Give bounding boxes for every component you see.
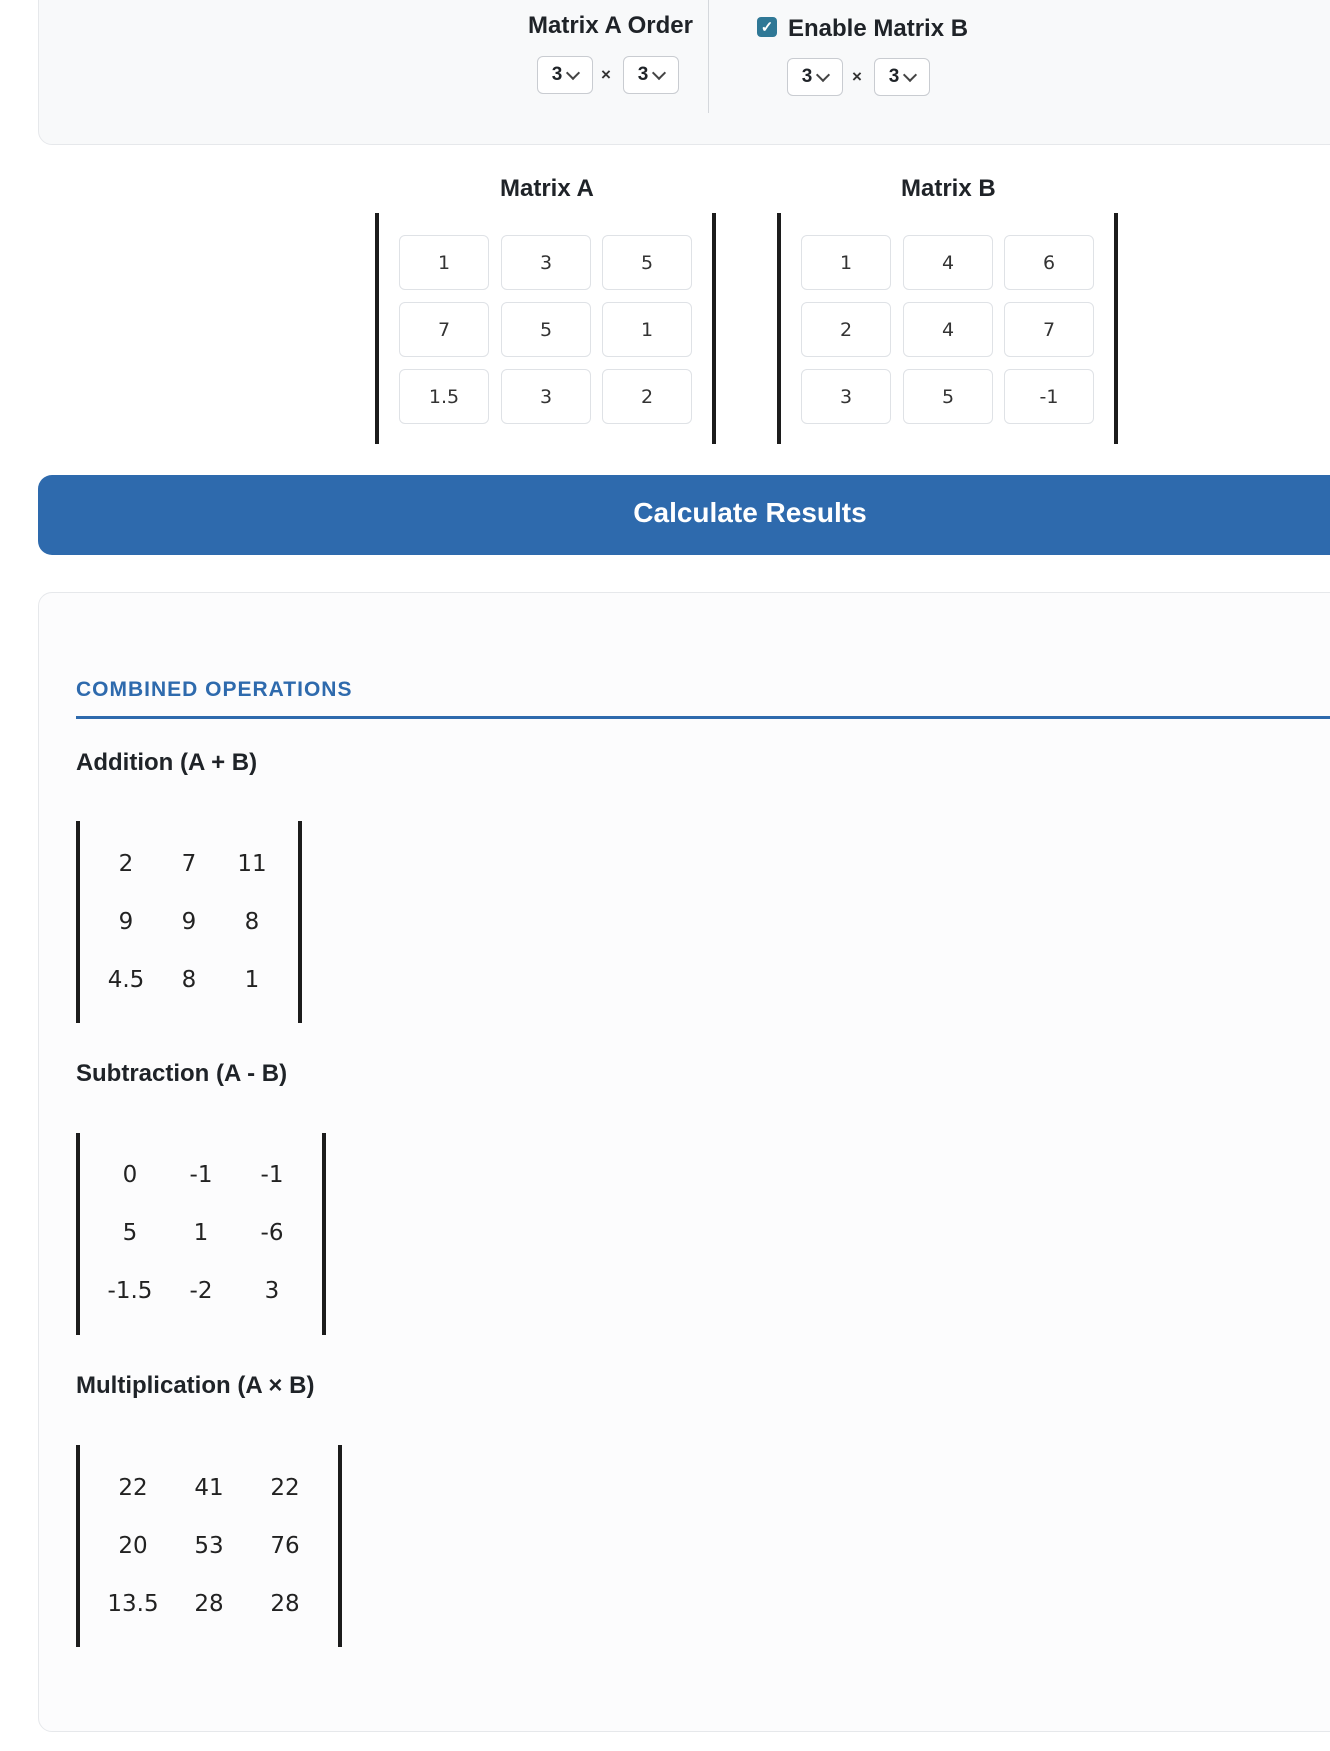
matrix-a-rows-value: 3	[551, 64, 563, 85]
matrix-a-cell[interactable]: 3	[501, 369, 591, 424]
result-cell: 11	[237, 851, 267, 877]
matrix-b-cols-value: 3	[888, 66, 900, 87]
multiplication-title: Multiplication (A × B)	[76, 1372, 315, 1399]
result-cell: 8	[181, 967, 197, 993]
calculate-results-button[interactable]	[38, 475, 1330, 555]
matrix-b-cell[interactable]: 5	[903, 369, 993, 424]
section-divider	[76, 716, 1330, 719]
subtraction-left-bracket	[76, 1133, 80, 1335]
result-cell: 76	[270, 1533, 300, 1559]
matrix-b-cell[interactable]: 7	[1004, 302, 1094, 357]
matrix-a-cell[interactable]: 1	[602, 302, 692, 357]
matrix-a-cell[interactable]: 1	[399, 235, 489, 290]
matrix-b-cell[interactable]: 6	[1004, 235, 1094, 290]
matrix-b-left-bracket	[777, 213, 781, 444]
chevron-down-icon	[566, 65, 580, 79]
calculate-results-label: Calculate Results	[633, 497, 867, 528]
check-icon: ✓	[760, 19, 774, 36]
matrix-b-cols-select[interactable]	[874, 58, 930, 96]
subtraction-right-bracket	[322, 1133, 326, 1335]
matrix-a-cell[interactable]: 2	[602, 369, 692, 424]
result-cell: -1	[189, 1162, 213, 1188]
result-cell: 22	[118, 1475, 148, 1501]
result-cell: 5	[122, 1220, 138, 1246]
addition-right-bracket	[298, 821, 302, 1023]
matrix-a-cols-select[interactable]	[623, 56, 679, 94]
section-heading: COMBINED OPERATIONS	[76, 678, 353, 701]
enable-matrix-b-checkbox[interactable]	[757, 17, 777, 37]
result-cell: 1	[244, 967, 260, 993]
matrix-b-cell[interactable]: 1	[801, 235, 891, 290]
matrix-a-cell[interactable]: 5	[602, 235, 692, 290]
result-cell: -6	[260, 1220, 284, 1246]
result-cell: -1	[260, 1162, 284, 1188]
matrix-a-cell[interactable]: 7	[399, 302, 489, 357]
result-cell: 9	[118, 909, 134, 935]
result-cell: 22	[270, 1475, 300, 1501]
result-cell: 8	[244, 909, 260, 935]
matrix-b-cell[interactable]: -1	[1004, 369, 1094, 424]
matrix-b-rows-select[interactable]	[787, 58, 843, 96]
addition-title: Addition (A + B)	[76, 749, 258, 776]
result-cell: 41	[194, 1475, 224, 1501]
result-cell: 1	[193, 1220, 209, 1246]
matrix-b-right-bracket	[1114, 213, 1118, 444]
order-panel-divider	[708, 0, 709, 113]
matrix-a-cell[interactable]: 5	[501, 302, 591, 357]
chevron-down-icon	[816, 67, 830, 81]
addition-left-bracket	[76, 821, 80, 1023]
result-cell: 3	[264, 1278, 280, 1304]
multiplication-left-bracket	[76, 1445, 80, 1647]
result-cell: 53	[194, 1533, 224, 1559]
multiplication-right-bracket	[338, 1445, 342, 1647]
matrix-a-order-title: Matrix A Order	[528, 12, 693, 39]
matrix-b-cell[interactable]: 4	[903, 235, 993, 290]
result-cell: 9	[181, 909, 197, 935]
result-cell: -2	[189, 1278, 213, 1304]
matrix-b-cell[interactable]: 4	[903, 302, 993, 357]
result-cell: 7	[181, 851, 197, 877]
result-cell: 4.5	[107, 967, 145, 993]
result-cell: 28	[270, 1591, 300, 1617]
result-cell: 13.5	[107, 1591, 159, 1617]
matrix-b-cell[interactable]: 3	[801, 369, 891, 424]
matrix-b-times-sign: ×	[852, 67, 862, 86]
matrix-a-title: Matrix A	[500, 175, 594, 202]
matrix-a-times-sign: ×	[601, 65, 611, 84]
result-cell: 20	[118, 1533, 148, 1559]
matrix-a-rows-select[interactable]	[537, 56, 593, 94]
result-cell: 0	[122, 1162, 138, 1188]
matrix-a-cell[interactable]: 1.5	[399, 369, 489, 424]
matrix-a-left-bracket	[375, 213, 379, 444]
enable-matrix-b-label[interactable]: Enable Matrix B	[788, 15, 969, 42]
matrix-b-title: Matrix B	[901, 175, 996, 202]
matrix-a-cols-value: 3	[637, 64, 649, 85]
result-cell: -1.5	[107, 1278, 153, 1304]
matrix-b-cell[interactable]: 2	[801, 302, 891, 357]
result-cell: 28	[194, 1591, 224, 1617]
matrix-a-cell[interactable]: 3	[501, 235, 591, 290]
matrix-b-rows-value: 3	[801, 66, 813, 87]
chevron-down-icon	[652, 65, 666, 79]
matrix-a-right-bracket	[712, 213, 716, 444]
chevron-down-icon	[903, 67, 917, 81]
result-cell: 2	[118, 851, 134, 877]
subtraction-title: Subtraction (A - B)	[76, 1060, 288, 1087]
